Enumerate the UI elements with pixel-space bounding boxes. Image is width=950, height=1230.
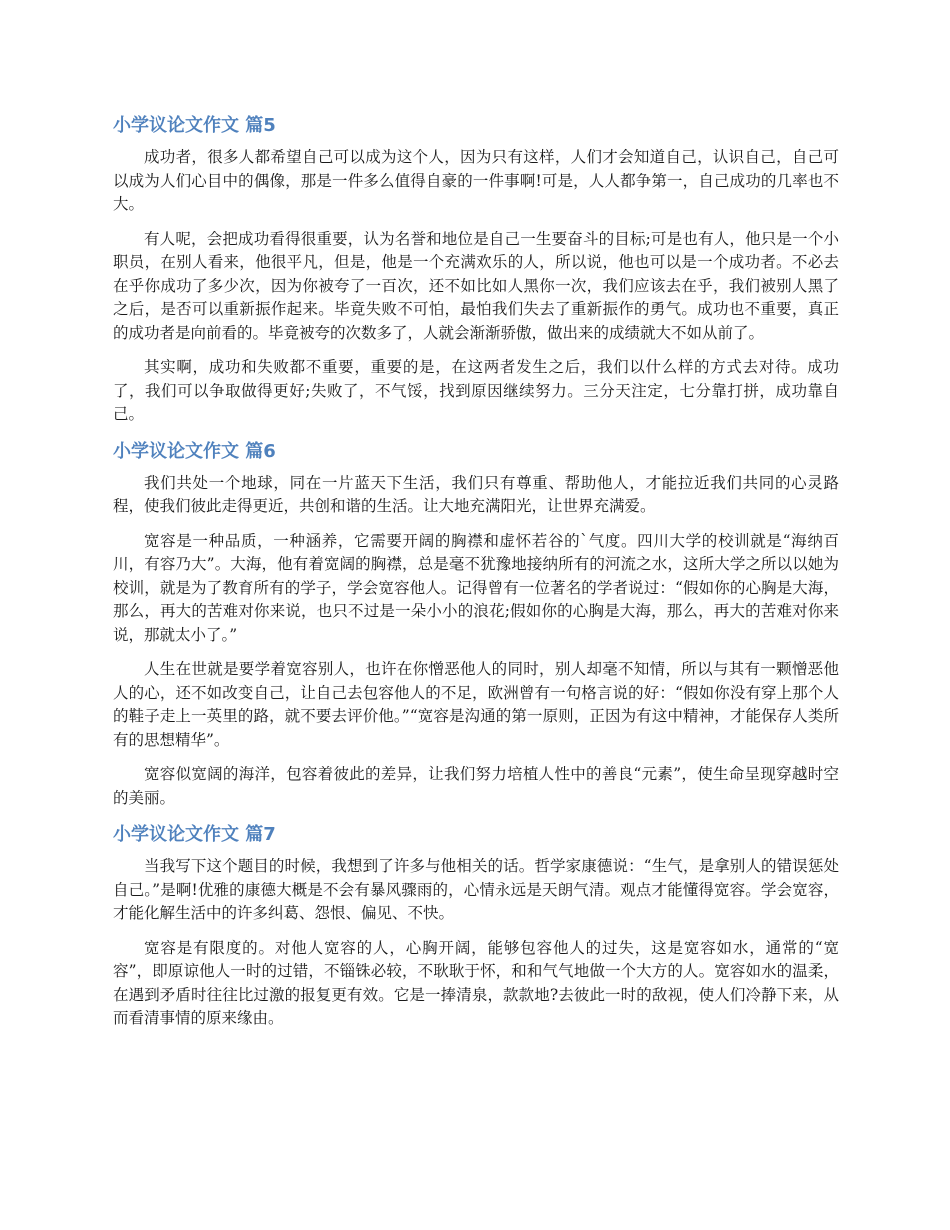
- paragraph: 宽容是一种品质，一种涵养，它需要开阔的胸襟和虚怀若谷的`气度。四川大学的校训就是“海纳百川，有容乃大”。大海，他有着宽阔的胸襟，总是毫不犹豫地接纳所有的河流之水，这所大学之所以以她为校训，就是为了教育所有的学子，学会宽容他人。记得曾有一位著名的学者说过：“假如你的心胸是大海，那么，再大的苦难对你来说，也只不过是一朵小小的浪花;假如你的心胸是大海，那么，再大的苦难对你来说，那就太小了。”: [113, 531, 839, 644]
- paragraph: 成功者，很多人都希望自己可以成为这个人，因为只有这样，人们才会知道自己，认识自己，自己可以成为人们心目中的偶像，那是一件多么值得自豪的一件事啊!可是，人人都争第一，自己成功的几率也不大。: [113, 148, 839, 213]
- section-heading: 小学议论文作文 篇7: [113, 824, 276, 845]
- paragraph: 我们共处一个地球，同在一片蓝天下生活，我们只有尊重、帮助他人，才能拉近我们共同的心灵路程，使我们彼此走得更近，共创和谐的生活。让大地充满阳光，让世界充满爱。: [113, 473, 839, 515]
- essay-section-6: [113, 438, 839, 811]
- essay-section-7: [113, 821, 839, 1031]
- document-page: [113, 112, 839, 1042]
- paragraph: 人生在世就是要学着宽容别人，也许在你憎恶他人的同时，别人却毫不知情，所以与其有一颗憎恶他人的心，还不如改变自己，让自己去包容他人的不足，欧洲曾有一句格言说的好：“假如你没有穿上那个人的鞋子走上一英里的路，就不要去评价他。”“宽容是沟通的第一原则，正因为有这中精神，才能保存人类所有的思想精华”。: [113, 660, 839, 749]
- paragraph: 有人呢，会把成功看得很重要，认为名誉和地位是自己一生要奋斗的目标;可是也有人，他只是一个小职员，在别人看来，他很平凡，但是，他是一个充满欢乐的人，所以说，他也可以是一个成功者。不必去在乎你成功了多少次，因为你被夸了一百次，还不如比如人黑你一次，我们应该去在乎，我们被别人黑了之后，是否可以重新振作起来。毕竟失败不可怕，最怕我们失去了重新振作的勇气。成功也不重要，真正的成功者是向前看的。毕竟被夸的次数多了，人就会渐渐骄傲，做出来的成绩就大不如从前了。: [113, 229, 839, 342]
- paragraph: 当我写下这个题目的时候，我想到了许多与他相关的话。哲学家康德说：“生气，是拿别人的错误惩处自己。”是啊!优雅的康德大概是不会有暴风骤雨的，心情永远是天朗气清。观点才能懂得宽容。学会宽容，才能化解生活中的许多纠葛、怨恨、偏见、不快。: [113, 857, 839, 922]
- essay-section-5: [113, 112, 839, 427]
- section-heading: 小学议论文作文 篇5: [113, 115, 276, 136]
- paragraph: 宽容是有限度的。对他人宽容的人，心胸开阔，能够包容他人的过失，这是宽容如水，通常的“宽容”，即原谅他人一时的过错，不锱铢必较，不耿耿于怀，和和气气地做一个大方的人。宽容如水的温柔，在遇到矛盾时往往比过激的报复更有效。它是一捧清泉，款款地?去彼此一时的敌视，使人们冷静下来，从而看清事情的原来缘由。: [113, 938, 839, 1027]
- section-heading: 小学议论文作文 篇6: [113, 440, 276, 462]
- paragraph: 宽容似宽阔的海洋，包容着彼此的差异，让我们努力培植人性中的善良“元素”，使生命呈现穿越时空的美丽。: [113, 765, 839, 807]
- paragraph: 其实啊，成功和失败都不重要，重要的是，在这两者发生之后，我们以什么样的方式去对待。成功了，我们可以争取做得更好;失败了，不气馁，找到原因继续努力。三分天注定，七分靠打拼，成功靠自己。: [113, 358, 839, 423]
